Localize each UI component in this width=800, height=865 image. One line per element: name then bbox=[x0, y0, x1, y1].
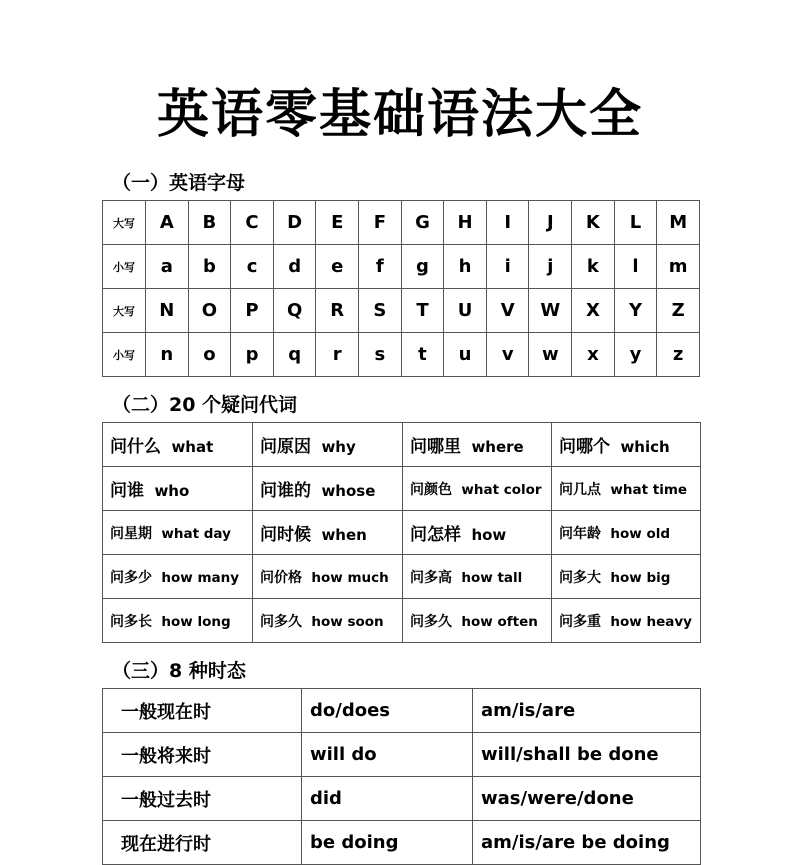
pronoun-english: why bbox=[321, 438, 356, 456]
pronoun-cell bbox=[103, 555, 253, 599]
pronoun-chinese: 问多久 bbox=[410, 613, 452, 630]
letter-cell: B bbox=[188, 201, 231, 245]
tense-form: will do bbox=[302, 733, 473, 777]
tense-form: am/is/are bbox=[473, 689, 701, 733]
pronoun-cell bbox=[552, 599, 701, 643]
case-label: 小写 bbox=[103, 245, 146, 289]
tense-row bbox=[103, 777, 701, 821]
letter-cell: S bbox=[359, 289, 402, 333]
pronoun-chinese: 问原因 bbox=[260, 437, 311, 457]
pronoun-cell bbox=[103, 599, 253, 643]
pronoun-english: what time bbox=[610, 481, 688, 498]
letter-cell: b bbox=[188, 245, 231, 289]
pronoun-chinese: 问多高 bbox=[410, 569, 452, 586]
tense-form: am/is/are be doing bbox=[473, 821, 701, 865]
pronoun-english: what color bbox=[461, 481, 542, 498]
section-heading-pronouns: （二）20 个疑问代词 bbox=[112, 394, 298, 416]
pronoun-english: how often bbox=[461, 613, 538, 630]
letter-cell: a bbox=[146, 245, 189, 289]
pronoun-chinese: 问年龄 bbox=[559, 525, 601, 542]
letter-cell: D bbox=[273, 201, 316, 245]
pronoun-cell bbox=[253, 467, 403, 511]
pronoun-cell bbox=[103, 467, 253, 511]
letter-cell: w bbox=[529, 333, 572, 377]
alphabet-row bbox=[103, 289, 700, 333]
pronoun-english: whose bbox=[321, 482, 376, 500]
pronoun-chinese: 问怎样 bbox=[410, 525, 461, 545]
case-label: 小写 bbox=[103, 333, 146, 377]
letter-cell: q bbox=[273, 333, 316, 377]
pronoun-chinese: 问什么 bbox=[110, 437, 161, 457]
letter-cell: R bbox=[316, 289, 359, 333]
pronoun-cell bbox=[403, 555, 552, 599]
letter-cell: g bbox=[401, 245, 444, 289]
pronoun-english: how bbox=[471, 526, 507, 544]
page-title: 英语零基础语法大全 bbox=[156, 85, 643, 145]
letter-cell: H bbox=[444, 201, 487, 245]
pronoun-chinese: 问多重 bbox=[559, 613, 601, 630]
letter-cell: k bbox=[572, 245, 615, 289]
letter-cell: M bbox=[657, 201, 700, 245]
letter-cell: F bbox=[359, 201, 402, 245]
alphabet-row bbox=[103, 245, 700, 289]
pronoun-cell bbox=[403, 423, 552, 467]
pronoun-cell bbox=[552, 511, 701, 555]
letter-cell: z bbox=[657, 333, 700, 377]
pronoun-row bbox=[103, 467, 701, 511]
pronoun-english: where bbox=[471, 438, 524, 456]
pronoun-row bbox=[103, 555, 701, 599]
letter-cell: P bbox=[231, 289, 274, 333]
pronoun-chinese: 问多少 bbox=[110, 569, 152, 586]
pronoun-cell bbox=[403, 467, 552, 511]
section-heading-alphabet: （一）英语字母 bbox=[112, 172, 246, 194]
pronoun-row bbox=[103, 599, 701, 643]
letter-cell: r bbox=[316, 333, 359, 377]
letter-cell: d bbox=[273, 245, 316, 289]
pronoun-chinese: 问哪个 bbox=[559, 437, 610, 457]
tense-form: did bbox=[302, 777, 473, 821]
pronoun-chinese: 问星期 bbox=[110, 525, 152, 542]
letter-cell: e bbox=[316, 245, 359, 289]
pronoun-chinese: 问谁 bbox=[110, 481, 144, 501]
tense-form: be doing bbox=[302, 821, 473, 865]
tense-row bbox=[103, 689, 701, 733]
pronoun-english: how much bbox=[311, 569, 389, 586]
pronoun-cell bbox=[403, 599, 552, 643]
pronoun-cell bbox=[552, 467, 701, 511]
tense-form: will/shall be done bbox=[473, 733, 701, 777]
pronoun-english: how soon bbox=[311, 613, 384, 630]
pronoun-cell bbox=[552, 555, 701, 599]
tense-name: 现在进行时 bbox=[103, 821, 302, 865]
tense-form: do/does bbox=[302, 689, 473, 733]
pronoun-chinese: 问多大 bbox=[559, 569, 601, 586]
tense-name: 一般过去时 bbox=[103, 777, 302, 821]
pronoun-english: who bbox=[154, 482, 190, 500]
pronoun-chinese: 问多久 bbox=[260, 613, 302, 630]
letter-cell: u bbox=[444, 333, 487, 377]
letter-cell: K bbox=[572, 201, 615, 245]
letter-cell: N bbox=[146, 289, 189, 333]
letter-cell: X bbox=[572, 289, 615, 333]
pronoun-chinese: 问时候 bbox=[260, 525, 311, 545]
tense-name: 一般将来时 bbox=[103, 733, 302, 777]
letter-cell: Y bbox=[614, 289, 657, 333]
letter-cell: O bbox=[188, 289, 231, 333]
letter-cell: h bbox=[444, 245, 487, 289]
letter-cell: Z bbox=[657, 289, 700, 333]
letter-cell: j bbox=[529, 245, 572, 289]
pronoun-table bbox=[102, 422, 701, 643]
section-heading-tenses: （三）8 种时态 bbox=[112, 660, 246, 682]
pronoun-chinese: 问颜色 bbox=[410, 481, 452, 498]
letter-cell: s bbox=[359, 333, 402, 377]
pronoun-english: how heavy bbox=[610, 613, 692, 630]
case-label: 大写 bbox=[103, 289, 146, 333]
letter-cell: y bbox=[614, 333, 657, 377]
tense-table bbox=[102, 688, 701, 865]
tense-row bbox=[103, 821, 701, 865]
letter-cell: G bbox=[401, 201, 444, 245]
letter-cell: Q bbox=[273, 289, 316, 333]
letter-cell: T bbox=[401, 289, 444, 333]
pronoun-english: how tall bbox=[461, 569, 523, 586]
letter-cell: f bbox=[359, 245, 402, 289]
alphabet-row bbox=[103, 201, 700, 245]
pronoun-english: which bbox=[620, 438, 670, 456]
pronoun-chinese: 问价格 bbox=[260, 569, 302, 586]
pronoun-cell bbox=[403, 511, 552, 555]
pronoun-chinese: 问几点 bbox=[559, 481, 601, 498]
pronoun-english: how many bbox=[161, 569, 240, 586]
letter-cell: L bbox=[614, 201, 657, 245]
letter-cell: p bbox=[231, 333, 274, 377]
letter-cell: U bbox=[444, 289, 487, 333]
tense-form: was/were/done bbox=[473, 777, 701, 821]
pronoun-english: how long bbox=[161, 613, 231, 630]
letter-cell: i bbox=[486, 245, 529, 289]
pronoun-english: when bbox=[321, 526, 367, 544]
tense-name: 一般现在时 bbox=[103, 689, 302, 733]
tense-row bbox=[103, 733, 701, 777]
pronoun-cell bbox=[103, 511, 253, 555]
alphabet-table bbox=[102, 200, 700, 377]
letter-cell: C bbox=[231, 201, 274, 245]
pronoun-english: how old bbox=[610, 525, 671, 542]
pronoun-english: what bbox=[171, 438, 214, 456]
letter-cell: v bbox=[486, 333, 529, 377]
letter-cell: l bbox=[614, 245, 657, 289]
letter-cell: V bbox=[486, 289, 529, 333]
letter-cell: n bbox=[146, 333, 189, 377]
letter-cell: m bbox=[657, 245, 700, 289]
letter-cell: E bbox=[316, 201, 359, 245]
pronoun-row bbox=[103, 423, 701, 467]
pronoun-chinese: 问哪里 bbox=[410, 437, 461, 457]
pronoun-chinese: 问谁的 bbox=[260, 481, 311, 501]
case-label: 大写 bbox=[103, 201, 146, 245]
letter-cell: W bbox=[529, 289, 572, 333]
letter-cell: A bbox=[146, 201, 189, 245]
pronoun-cell bbox=[253, 555, 403, 599]
pronoun-cell bbox=[253, 423, 403, 467]
alphabet-row bbox=[103, 333, 700, 377]
pronoun-cell bbox=[253, 599, 403, 643]
pronoun-cell bbox=[253, 511, 403, 555]
letter-cell: t bbox=[401, 333, 444, 377]
pronoun-cell bbox=[103, 423, 253, 467]
letter-cell: J bbox=[529, 201, 572, 245]
letter-cell: o bbox=[188, 333, 231, 377]
letter-cell: c bbox=[231, 245, 274, 289]
letter-cell: x bbox=[572, 333, 615, 377]
letter-cell: I bbox=[486, 201, 529, 245]
pronoun-row bbox=[103, 511, 701, 555]
pronoun-english: what day bbox=[161, 525, 231, 542]
pronoun-english: how big bbox=[610, 569, 671, 586]
pronoun-cell bbox=[552, 423, 701, 467]
pronoun-chinese: 问多长 bbox=[110, 613, 152, 630]
